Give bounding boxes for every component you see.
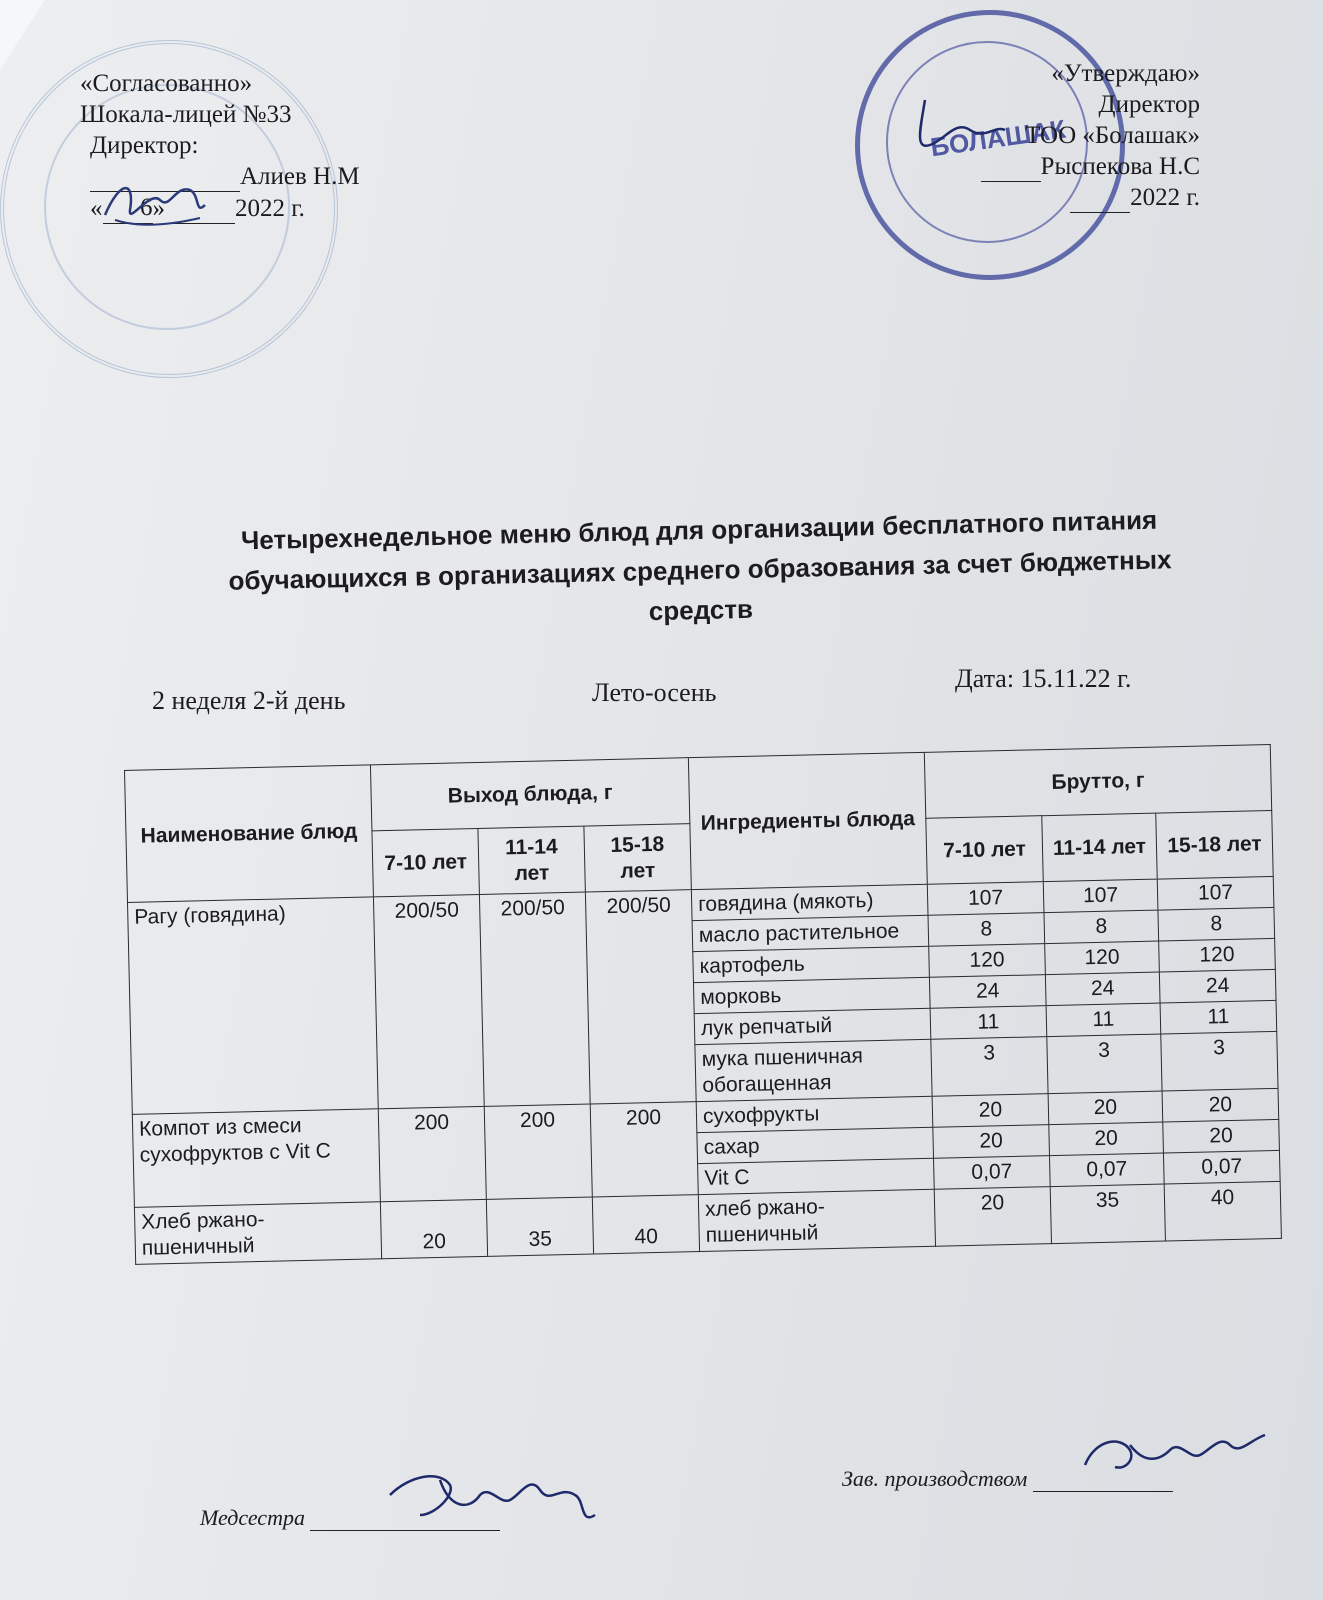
ingredient-gross-age1: 8 (928, 913, 1045, 947)
title-line3: средств (648, 593, 754, 627)
production-head-signature (1075, 1415, 1285, 1495)
week-day: 2 неделя 2-й день (152, 686, 346, 715)
header-gross-age1: 7-10 лет (926, 816, 1043, 885)
ingredient-gross-age1: 0,07 (934, 1156, 1051, 1190)
ingredient-gross-age1: 11 (930, 1006, 1047, 1040)
ingredient-gross-age3: 107 (1157, 876, 1274, 910)
ingredient-name: масло растительное (692, 915, 929, 951)
ingredient-gross-age1: 20 (934, 1187, 1051, 1247)
ingredient-name: сахар (697, 1127, 934, 1163)
header-dish-name: Наименование блюд (125, 765, 374, 903)
document-title (109, 497, 1291, 644)
approval-right-line1: «Утверждаю» (1051, 60, 1200, 87)
director-signature-right (905, 90, 1015, 170)
nurse-signature (380, 1455, 610, 1545)
header-yield-age1: 7-10 лет (372, 828, 479, 896)
ingredient-gross-age3: 3 (1161, 1031, 1278, 1091)
ingredient-gross-age1: 20 (933, 1125, 1050, 1159)
approval-right-year: 2022 г. (1130, 184, 1200, 211)
header-ingredients: Ингредиенты блюда (688, 752, 927, 889)
ingredient-gross-age3: 20 (1163, 1119, 1280, 1153)
ingredient-gross-age2: 120 (1045, 941, 1160, 975)
ingredient-name: морковь (693, 977, 930, 1013)
dish-yield-age2: 200 (484, 1104, 592, 1199)
ingredient-gross-age3: 8 (1158, 907, 1275, 941)
ingredient-gross-age1: 24 (929, 975, 1046, 1009)
menu-table-wrapper (124, 744, 1284, 1390)
header-yield-age2: 11-14 лет (478, 826, 585, 894)
dish-yield-age2: 35 (486, 1197, 593, 1256)
season: Лето-осень (592, 678, 717, 707)
ingredient-name: сухофрукты (696, 1096, 933, 1132)
ingredient-gross-age1: 20 (932, 1094, 1049, 1128)
date-open-quote: « (90, 195, 103, 222)
header-gross-age3: 15-18 лет (1156, 810, 1273, 879)
dish-yield-age1: 20 (380, 1199, 487, 1258)
header-yield: Выход блюда, г (370, 758, 689, 831)
ingredient-gross-age2: 35 (1050, 1184, 1165, 1244)
approval-left-line3: Директор: (90, 132, 199, 159)
ingredient-gross-age3: 0,07 (1163, 1150, 1280, 1184)
ingredient-name: лук репчатый (694, 1008, 931, 1044)
approval-right-name: Рыспекова Н.С (1040, 153, 1200, 180)
ingredient-gross-age2: 20 (1048, 1091, 1163, 1125)
date-day: 6 (103, 192, 153, 224)
dish-yield-age2: 200/50 (479, 892, 590, 1106)
ingredient-gross-age2: 3 (1047, 1034, 1162, 1094)
date-close-quote: » (152, 195, 165, 222)
production-head-label: Зав. производством (842, 1466, 1028, 1491)
dish-name: Хлеб ржано-пшеничный (134, 1202, 381, 1265)
ingredient-gross-age1: 107 (927, 882, 1044, 916)
ingredient-gross-age3: 120 (1159, 938, 1276, 972)
ingredient-gross-age1: 3 (931, 1037, 1048, 1097)
stamp-text: БОЛАШАК (928, 113, 1068, 163)
approval-left-line2: Шокала-лицей №33 (80, 101, 292, 128)
nurse-label: Медсестра (200, 1505, 305, 1530)
ingredient-gross-age1: 120 (929, 944, 1046, 978)
ingredient-gross-age3: 24 (1159, 969, 1276, 1003)
ingredient-name: Vit C (698, 1158, 935, 1194)
header-gross: Брутто, г (924, 744, 1271, 818)
ingredient-gross-age2: 8 (1044, 910, 1159, 944)
approval-left-name: Алиев Н.М (240, 163, 360, 190)
document-date: Дата: 15.11.22 г. (955, 664, 1132, 693)
dish-yield-age3: 200 (590, 1102, 698, 1197)
menu-table (124, 744, 1282, 1265)
approval-right-line2: Директор (1098, 91, 1200, 118)
title-line1: Четырехнедельное меню блюд для организации бесплатного питания (240, 504, 1158, 556)
header-gross-age2: 11-14 лет (1042, 813, 1157, 882)
ingredient-gross-age2: 0,07 (1049, 1153, 1164, 1187)
ingredient-gross-age2: 20 (1049, 1122, 1164, 1156)
ingredient-gross-age3: 40 (1164, 1181, 1281, 1241)
dish-yield-age1: 200 (378, 1106, 486, 1201)
ingredient-name: хлеб ржано-пшеничный (698, 1189, 935, 1251)
ingredient-name: мука пшеничная обогащенная (695, 1039, 932, 1101)
ingredient-gross-age2: 11 (1046, 1003, 1161, 1037)
header-yield-age3: 15-18 лет (584, 824, 691, 892)
ingredient-name: говядина (мякоть) (691, 884, 928, 920)
ingredient-gross-age2: 107 (1043, 879, 1158, 913)
dish-yield-age3: 200/50 (585, 890, 696, 1104)
dish-name: Рагу (говядина) (128, 897, 379, 1115)
ingredient-gross-age3: 11 (1160, 1000, 1277, 1034)
director-signature-left (100, 170, 210, 240)
dish-yield-age3: 40 (592, 1195, 699, 1254)
ingredient-gross-age3: 20 (1162, 1088, 1279, 1122)
approval-left-line1: «Согласованно» (80, 70, 253, 97)
approval-right-line3: ТОО «Болашак» (1025, 122, 1200, 149)
ingredient-gross-age2: 24 (1045, 972, 1160, 1006)
title-line2: обучающихся в организациях среднего образования за счет бюджетных (228, 544, 1172, 596)
approval-left-year: 2022 г. (235, 195, 305, 222)
ingredient-name: картофель (693, 946, 930, 982)
dish-name: Компот из смеси сухофруктов с Vit C (132, 1109, 380, 1208)
approval-right-date (960, 182, 1200, 213)
dish-yield-age1: 200/50 (373, 894, 484, 1108)
folded-corner (0, 0, 45, 70)
